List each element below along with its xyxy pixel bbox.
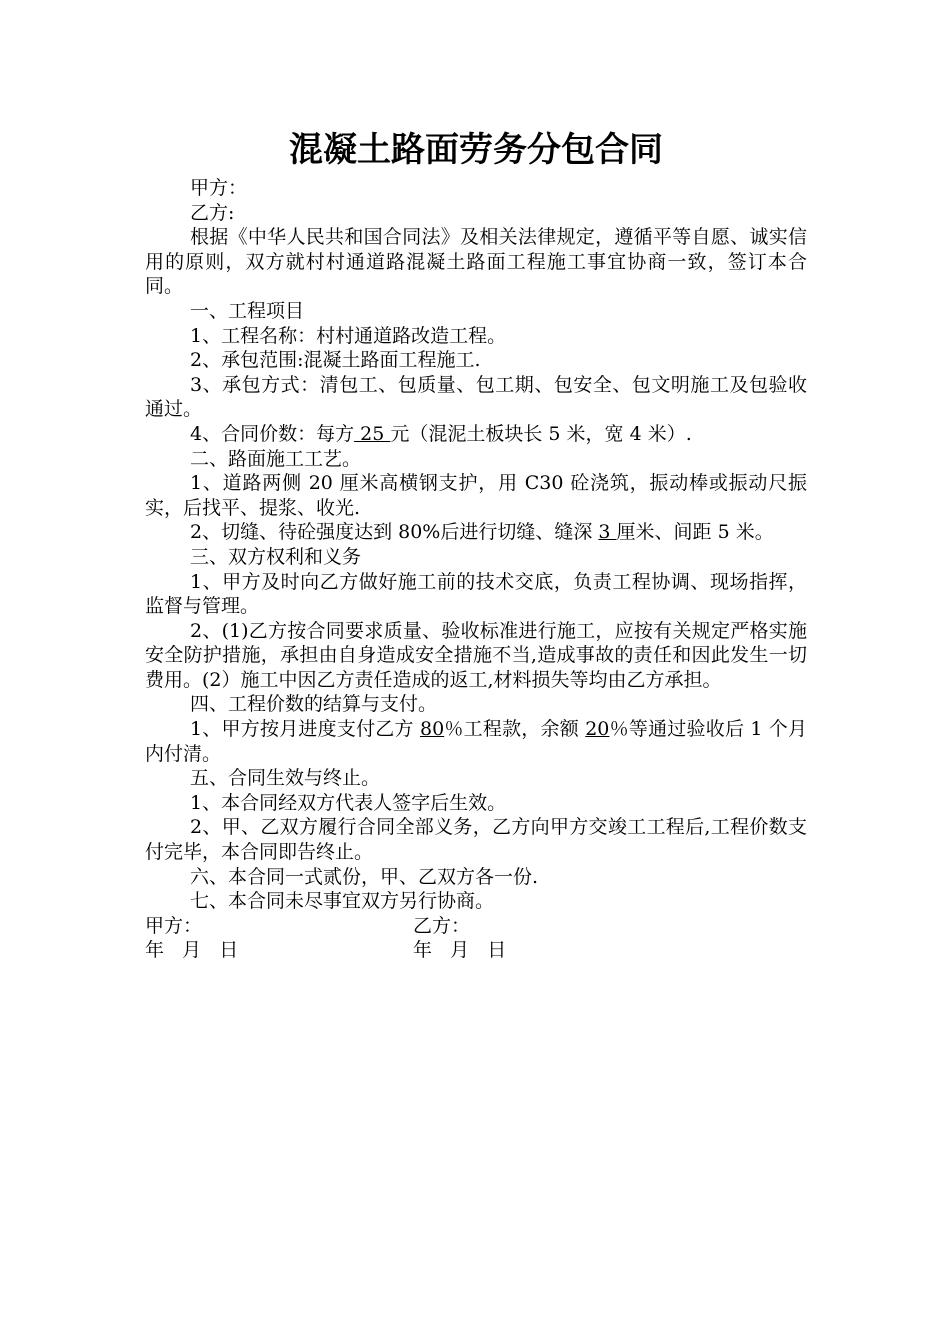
section2-item2 <box>145 520 807 545</box>
payment-prefix: 1、甲方按月进度支付乙方 <box>190 718 420 741</box>
section1-item4 <box>145 422 807 447</box>
section1-item1: 1、工程名称：村村通道路改造工程。 <box>190 324 507 347</box>
payment-suffix: ％等通过验收后 1 个月内付清。 <box>145 718 807 765</box>
section5-item2: 2、甲、乙双方履行合同全部义务，乙方向甲方交竣工工程后,工程价数支付完毕，本合同即告终止。 <box>145 816 807 864</box>
unit-price-value: 25 <box>354 422 391 445</box>
signature-party-row <box>145 914 807 939</box>
section1-item3: 3、承包方式：清包工、包质量、包工期、包安全、包文明施工及包验收通过。 <box>145 373 807 421</box>
section2-item1: 1、道路两侧 20 厘米高横钢支护，用 C30 砼浇筑，振动棒或振动尺振实，后找平、提浆、收光. <box>145 472 807 519</box>
cut-depth-value: 3 <box>598 521 617 544</box>
progress-payment-percent: 80 <box>420 718 445 741</box>
item2-prefix: 2、切缝、待砼强度达到 80%后进行切缝、缝深 <box>190 521 599 544</box>
signature-party-a: 甲方： <box>145 914 203 937</box>
item4-prefix: 4、合同价数：每方 <box>190 422 355 445</box>
section7-paragraph: 七、本合同未尽事宜双方另行协商。 <box>190 890 495 913</box>
section3-item2: 2、(1)乙方按合同要求质量、验收标准进行施工，应按有关规定严格实施安全防护措施，承担由自身造成安全措施不当,造成事故的责任和因此发生一切费用。(2）施工中因乙方责任造成的返工,材料损失等均由乙方承担。 <box>145 619 807 691</box>
item2-suffix: 厘米、间距 5 米。 <box>616 521 774 544</box>
section2-heading: 二、路面施工工艺。 <box>190 447 362 470</box>
signature-party-b: 乙方： <box>413 914 471 937</box>
section5-heading: 五、合同生效与终止。 <box>190 767 381 790</box>
signature-date-b: 年 月 日 <box>413 939 507 962</box>
document-body <box>145 126 807 963</box>
section1-heading: 一、工程项目 <box>190 299 305 322</box>
signature-date-a: 年 月 日 <box>145 939 239 962</box>
balance-percent: 20 <box>585 718 610 741</box>
section5-item1: 1、本合同经双方代表人签字后生效。 <box>190 791 507 814</box>
party-a-line: 甲方： <box>190 177 248 199</box>
section3-item1: 1、甲方及时向乙方做好施工前的技术交底，负责工程协调、现场指挥，监督与管理。 <box>145 570 807 618</box>
section4-item1 <box>145 717 807 766</box>
signature-date-row <box>145 938 807 963</box>
item4-suffix: 元（混泥土板块长 5 米，宽 4 米）. <box>390 422 692 445</box>
intro-paragraph: 根据《中华人民共和国合同法》及相关法律规定，遵循平等自愿、诚实信用的原则，双方就村村通道路混凝土路面工程施工事宜协商一致，签订本合同。 <box>145 226 807 298</box>
payment-middle: ％工程款，余额 <box>444 718 586 741</box>
section4-heading: 四、工程价数的结算与支付。 <box>190 693 438 716</box>
section3-heading: 三、双方权利和义务 <box>190 545 362 568</box>
section1-item2: 2、承包范围:混凝土路面工程施工. <box>190 349 481 372</box>
party-b-line: 乙方: <box>190 201 235 224</box>
document-title: 混凝土路面劳务分包合同 <box>289 130 663 170</box>
section6-paragraph: 六、本合同一式贰份，甲、乙双方各一份. <box>190 865 539 888</box>
